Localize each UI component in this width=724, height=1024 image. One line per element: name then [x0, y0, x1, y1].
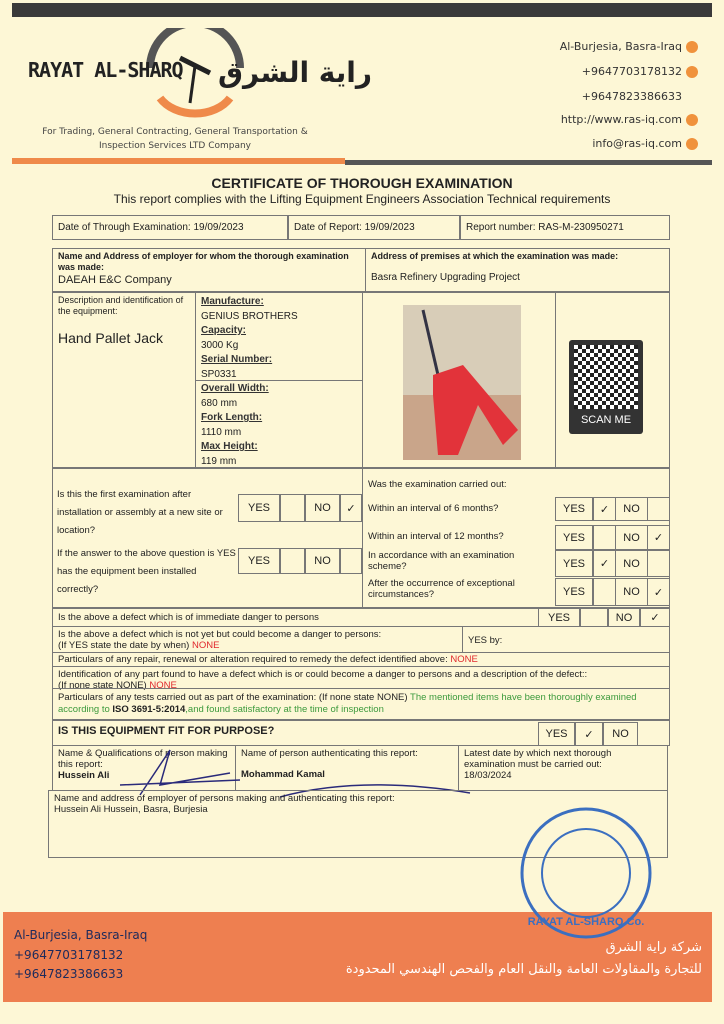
interval-no-check[interactable]: ✓ [647, 578, 670, 606]
contact-phone-2: +9647823386633 [581, 90, 682, 103]
footer-phone-1: +9647703178132 [14, 948, 124, 962]
repair-row: Particulars of any repair, renewal or alteration required to remedy the defect identified above: NONE [52, 652, 670, 667]
immediate-danger-row: Is the above a defect which is of immediate danger to persons [52, 608, 670, 627]
installed-no[interactable]: NO [305, 548, 340, 574]
installed-yes-check[interactable] [280, 548, 305, 574]
company-stamp [518, 805, 654, 941]
interval-no[interactable]: NO [615, 525, 648, 550]
globe-icon [686, 114, 698, 126]
svg-text:RAYAT AL-SHARQ Co.: RAYAT AL-SHARQ Co. [527, 916, 645, 928]
first-exam-no-check[interactable]: ✓ [340, 494, 362, 522]
first-exam-no[interactable]: NO [305, 494, 340, 522]
interval-no-check[interactable] [647, 497, 670, 521]
yes-by-field[interactable]: YES by: [462, 626, 670, 653]
interval-yes[interactable]: YES [555, 525, 593, 550]
immediate-yes[interactable]: YES [538, 608, 580, 627]
immediate-no[interactable]: NO [608, 608, 640, 627]
divider-orange [12, 158, 345, 164]
fit-yes[interactable]: YES [538, 722, 575, 746]
interval-no-check[interactable] [647, 550, 670, 577]
installed-no-check[interactable] [340, 548, 362, 574]
contact-website[interactable]: http://www.ras-iq.com [561, 113, 698, 126]
pallet-jack-photo [403, 305, 521, 460]
employer-of-persons-cell: Name and address of employer of persons making and authenticating this report: Hussein Ali Hussein, Basra, Burjesia [48, 790, 668, 858]
logo-text: RAYAT AL-SHARQ [28, 58, 183, 82]
interval-yes-check[interactable]: ✓ [593, 497, 616, 521]
interval-yes[interactable]: YES [555, 578, 593, 606]
phone-icon [686, 66, 698, 78]
interval-yes[interactable]: YES [555, 497, 593, 521]
tests-row: Particulars of any tests carried out as part of the examination: (If none state NONE) The mentioned items have been thoroughly examined according to ISO 3691-5:2014,and found satisfactory at the time of inspection [52, 688, 670, 720]
spec-value: GENIUS BROTHERS [201, 310, 298, 322]
certificate-title: CERTIFICATE OF THOROUGH EXAMINATION [211, 175, 513, 191]
spec-label: Fork Length: [201, 412, 263, 423]
authenticator-cell: Name of person authenticating this report: Mohammad Kamal [235, 745, 459, 791]
contact-address: Al-Burjesia, Basra-Iraq [560, 40, 698, 53]
first-exam-question: Is this the first examination after installation or assembly at a new site or location? [57, 489, 223, 536]
fit-yes-check[interactable]: ✓ [575, 722, 603, 746]
installed-yes[interactable]: YES [238, 548, 280, 574]
footer-arabic-name: شركة راية الشرق [605, 940, 702, 955]
certificate-subtitle: This report complies with the Lifting Equipment Engineers Association Technical requirements [113, 192, 611, 206]
report-date: Date of Report: 19/09/2023 [288, 215, 460, 240]
interval-yes-check[interactable] [593, 525, 616, 550]
first-exam-yes[interactable]: YES [238, 494, 280, 522]
interval-no[interactable]: NO [615, 578, 648, 606]
identification-row: Identification of any part found to have a defect which is or could become a danger to persons and a description of the defect:: (If none state NONE) NONE [52, 666, 670, 689]
footer-phone-2: +9647823386633 [14, 967, 124, 981]
future-danger-row: Is the above a defect which is not yet but could become a danger to persons: (If YES state the date by when) NONE [52, 626, 463, 653]
qr-code[interactable]: SCAN ME [569, 340, 643, 434]
interval-no[interactable]: NO [615, 550, 648, 577]
spec-label: Max Height: [201, 441, 258, 452]
first-exam-yes-check[interactable] [280, 494, 305, 522]
divider-grey [345, 160, 712, 165]
report-number: Report number: RAS-M-230950271 [460, 215, 670, 240]
spec-label: Serial Number: [201, 354, 273, 365]
maker-cell: Name & Qualifications of person making this report: Hussein Ali [52, 745, 236, 791]
spec-value: 680 mm [201, 397, 238, 409]
fit-for-purpose-row: IS THIS EQUIPMENT FIT FOR PURPOSE? [52, 720, 670, 746]
interval-yes-check[interactable]: ✓ [593, 550, 616, 577]
contact-email[interactable]: info@ras-iq.com [592, 137, 698, 150]
spec-label: Manufacture: [201, 296, 264, 307]
immediate-yes-check[interactable] [580, 608, 608, 627]
interval-question: Within an interval of 6 months? [368, 503, 499, 514]
employer-cell: Name and Address of employer for whom the thorough examination was made: DAEAH E&C Company [52, 248, 366, 292]
carried-out-cell: Was the examination carried out: [362, 468, 670, 608]
footer-address: Al-Burjesia, Basra-Iraq [14, 928, 148, 942]
exam-date: Date of Through Examination: 19/09/2023 [52, 215, 288, 240]
interval-yes[interactable]: YES [555, 550, 593, 577]
spec-value: 119 mm [201, 455, 237, 467]
interval-yes-check[interactable] [593, 578, 616, 606]
interval-no-check[interactable]: ✓ [647, 525, 670, 550]
equipment-specs [201, 295, 298, 469]
contact-phone-1: +9647703178132 [582, 65, 698, 78]
premises-cell: Address of premises at which the examination was made: Basra Refinery Upgrading Project [365, 248, 670, 292]
location-icon [686, 41, 698, 53]
footer-arabic-tagline: للتجارة والمقاولات العامة والنقل العام والفحص الهندسي المحدودة [345, 962, 702, 977]
logo-arabic: راية الشرق [218, 56, 373, 89]
interval-no[interactable]: NO [615, 497, 648, 521]
top-bar [12, 3, 712, 17]
interval-question: After the occurrence of exceptional circumstances? [368, 578, 515, 600]
equipment-description: Description and identification of the equipment: Hand Pallet Jack [52, 292, 196, 468]
spec-label: Capacity: [201, 325, 247, 336]
next-exam-cell: Latest date by which next thorough examination must be carried out: 18/03/2024 [458, 745, 668, 791]
spec-value: 3000 Kg [201, 339, 239, 351]
mail-icon [686, 138, 698, 150]
fit-no[interactable]: NO [603, 722, 638, 746]
spec-value: SP0331 [201, 368, 237, 380]
installed-question: If the answer to the above question is YES has the equipment been installed correctly? [57, 548, 236, 595]
interval-question: Within an interval of 12 months? [368, 531, 504, 542]
tagline: For Trading, General Contracting, General Transportation & Inspection Services LTD Company [42, 127, 308, 151]
spec-value: 1110 mm [201, 426, 242, 438]
interval-question: In accordance with an examination scheme? [368, 550, 515, 572]
immediate-no-check[interactable]: ✓ [640, 608, 670, 627]
spec-label: Overall Width: [201, 383, 269, 394]
